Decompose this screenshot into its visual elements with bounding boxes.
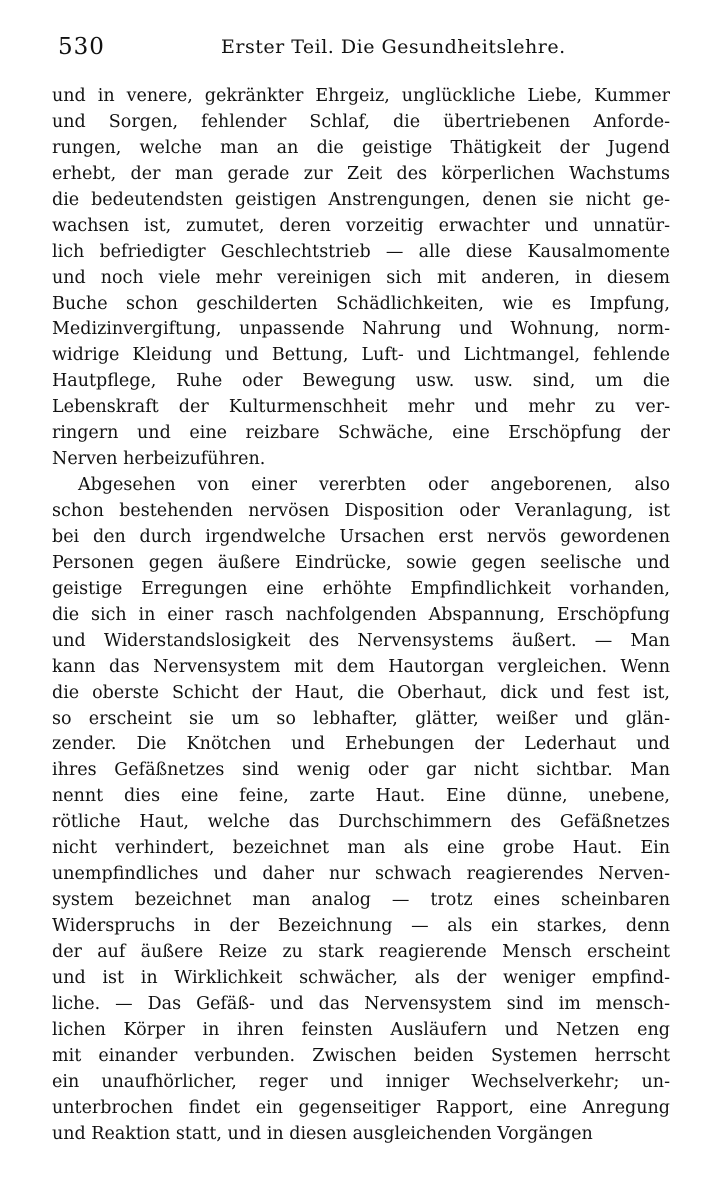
page-number: 530 — [58, 34, 105, 60]
text-line: der auf äußere Reize zu stark reagierende Mensch erscheint — [52, 941, 670, 962]
text-line: zender. Die Knötchen und Erhebungen der Lederhaut und — [52, 734, 670, 755]
text-line: so erscheint sie um so lebhafter, glätter, weißer und glän- — [52, 708, 670, 729]
text-line: ein unaufhörlicher, reger und inniger Wechselverkehr; un- — [52, 1071, 670, 1092]
paragraph — [52, 84, 670, 473]
page-header — [58, 34, 658, 66]
text-line: Buche schon geschilderten Schädlichkeiten, wie es Impfung, — [52, 293, 670, 314]
text-line: lich befriedigter Geschlechtstrieb — alle diese Kausalmomente — [52, 241, 670, 262]
text-line: lichen Körper in ihren feinsten Ausläufern und Netzen eng — [52, 1019, 670, 1040]
text-line: Lebenskraft der Kulturmenschheit mehr und mehr zu ver- — [52, 397, 670, 418]
text-line: rungen, welche man an die geistige Thätigkeit der Jugend — [52, 137, 670, 158]
text-line: nennt dies eine feine, zarte Haut. Eine dünne, unebene, — [52, 786, 670, 807]
text-line: erhebt, der man gerade zur Zeit des körperlichen Wachstums — [52, 163, 670, 184]
text-line: ihres Gefäßnetzes sind wenig oder gar nicht sichtbar. Man — [52, 760, 670, 781]
text-line: rötliche Haut, welche das Durchschimmern des Gefäßnetzes — [52, 812, 670, 833]
text-line: unterbrochen findet ein gegenseitiger Rapport, eine Anregung — [52, 1097, 670, 1118]
text-line: und Widerstandslosigkeit des Nervensystems äußert. — Man — [52, 630, 670, 651]
text-line: Nerven herbeizuführen. — [52, 449, 266, 470]
text-line: Widerspruchs in der Bezeichnung — als ein starkes, denn — [52, 916, 670, 936]
text-line: wachsen ist, zumutet, deren vorzeitig erwachter und unnatür- — [52, 215, 670, 236]
text-line: und Sorgen, fehlender Schlaf, die übertriebenen Anforde- — [52, 111, 670, 132]
text-line: kann das Nervensystem mit dem Hautorgan vergleichen. Wenn — [52, 656, 670, 677]
body-text — [52, 84, 670, 1147]
running-head: Erster Teil. Die Gesundheitslehre. — [221, 36, 566, 58]
text-line: Hautpflege, Ruhe oder Bewegung usw. usw. sind, um die — [52, 371, 670, 392]
text-line: und Reaktion statt, und in diesen ausgleichenden Vorgängen — [52, 1123, 593, 1144]
text-line: geistige Erregungen eine erhöhte Empfindlichkeit vorhanden, — [52, 578, 670, 599]
text-line: widrige Kleidung und Bettung, Luft- und Lichtmangel, fehlende — [52, 345, 670, 366]
text-line: ringern und eine reizbare Schwäche, eine Erschöpfung der — [52, 423, 670, 444]
text-line: und in venere, gekränkter Ehrgeiz, unglückliche Liebe, Kummer — [52, 86, 670, 106]
text-line: und noch viele mehr vereinigen sich mit anderen, in diesem — [52, 267, 670, 288]
text-line: unempfindliches und daher nur schwach reagierendes Nerven- — [52, 864, 670, 885]
text-line: nicht verhindert, bezeichnet man als eine grobe Haut. Ein — [52, 838, 670, 859]
text-line: bei den durch irgendwelche Ursachen erst nervös gewordenen — [52, 526, 670, 547]
text-line: Abgesehen von einer vererbten oder angeborenen, also — [78, 475, 670, 496]
text-line: mit einander verbunden. Zwischen beiden Systemen herrscht — [52, 1045, 670, 1066]
text-line: Medizinvergiftung, unpassende Nahrung und Wohnung, norm- — [52, 319, 670, 340]
text-line: die oberste Schicht der Haut, die Oberhaut, dick und fest ist, — [52, 682, 670, 703]
paragraph — [52, 473, 670, 1147]
text-line: Personen gegen äußere Eindrücke, sowie gegen seelische und — [52, 552, 670, 573]
text-line: die sich in einer rasch nachfolgenden Abspannung, Erschöpfung — [52, 604, 670, 625]
text-line: die bedeutendsten geistigen Anstrengungen, denen sie nicht ge- — [52, 189, 670, 210]
text-line: liche. — Das Gefäß- und das Nervensystem sind im mensch- — [52, 993, 670, 1014]
text-line: und ist in Wirklichkeit schwächer, als der weniger empfind- — [52, 967, 670, 988]
text-line: schon bestehenden nervösen Disposition oder Veranlagung, ist — [52, 501, 670, 521]
text-line: system bezeichnet man analog — trotz eines scheinbaren — [52, 890, 670, 911]
